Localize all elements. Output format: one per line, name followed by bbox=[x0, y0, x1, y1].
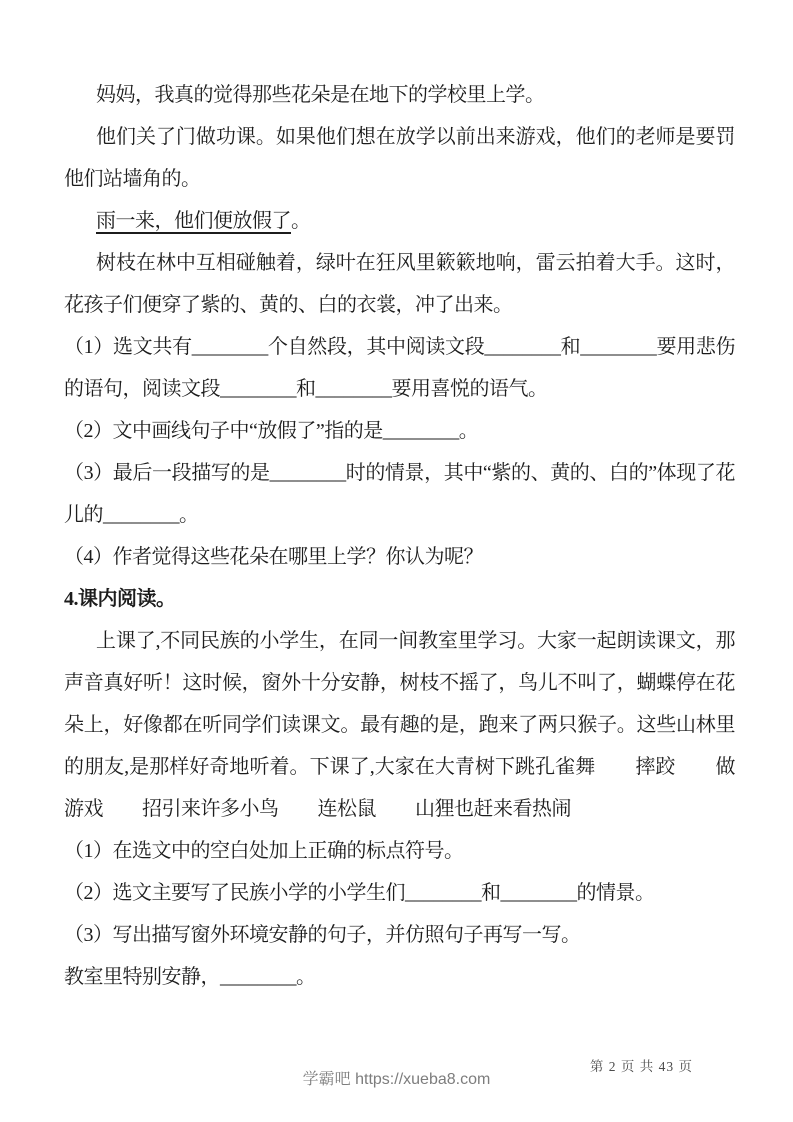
page-number: 第 2 页 共 43 页 bbox=[589, 1059, 693, 1074]
section4-fill-line: 教室里特别安静，________。 bbox=[64, 966, 316, 988]
site-watermark: 学霸吧 https://xueba8.com bbox=[302, 1071, 491, 1088]
passage1-question-1: （1）选文共有________个自然段，其中阅读文段________和________要用悲伤的语句，阅读文段________和________要用喜悦的语气。 bbox=[64, 336, 735, 400]
passage1-question-2: （2）文中画线句子中“放假了”指的是________。 bbox=[64, 420, 479, 442]
passage1-question-4: （4）作者觉得这些花朵在哪里上学？你认为呢？ bbox=[64, 546, 483, 568]
section4-heading: 4.课内阅读。 bbox=[64, 588, 176, 610]
passage1-paragraph-1: 妈妈，我真的觉得那些花朵是在地下的学校里上学。 bbox=[96, 84, 545, 106]
underlined-sentence-text: 雨一来，他们便放假了 bbox=[96, 210, 291, 232]
underlined-sentence-period: 。 bbox=[291, 210, 311, 232]
passage1-underlined-sentence bbox=[64, 200, 735, 242]
section4-question-1: （1）在选文中的空白处加上正确的标点符号。 bbox=[64, 840, 464, 862]
passage1-question-3: （3）最后一段描写的是________时的情景，其中“紫的、黄的、白的”体现了花儿的________。 bbox=[64, 462, 735, 526]
passage1-paragraph-last: 树枝在林中互相碰触着，绿叶在狂风里簌簌地响，雷云拍着大手。这时，花孩子们便穿了紫的、黄的、白的衣裳，冲了出来。 bbox=[64, 252, 735, 316]
passage1-paragraph-2: 他们关了门做功课。如果他们想在放学以前出来游戏，他们的老师是要罚他们站墙角的。 bbox=[64, 126, 735, 190]
section4-question-3: （3）写出描写窗外环境安静的句子，并仿照句子再写一写。 bbox=[64, 924, 581, 946]
section4-question-2: （2）选文主要写了民族小学的小学生们________和________的情景。 bbox=[64, 882, 655, 904]
section4-passage: 上课了,不同民族的小学生，在同一间教室里学习。大家一起朗读课文，那声音真好听！这时候，窗外十分安静，树枝不摇了，鸟儿不叫了，蝴蝶停在花朵上，好像都在听同学们读课文。最有趣的是，跑来了两只猴子。这些山林里的朋友,是那样好奇地听着。下课了,大家在大青树下跳孔雀舞 摔跤 做游戏 招引来许多小鸟 连松鼠 山狸也赶来看热闹 bbox=[64, 630, 735, 820]
